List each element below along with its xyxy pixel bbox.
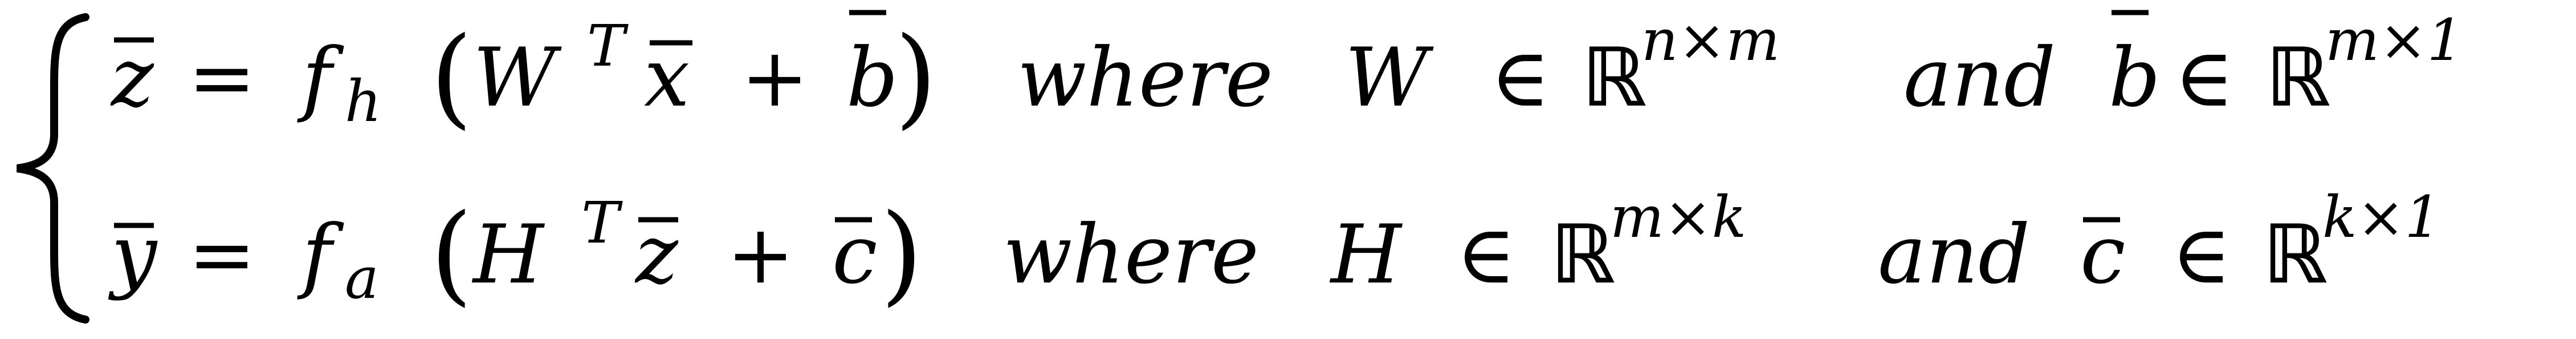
activation-function: f bbox=[302, 31, 332, 125]
equation-row-1 bbox=[110, 7, 2463, 140]
bias-vector: b bbox=[846, 31, 898, 125]
where-label: where bbox=[1003, 208, 1259, 302]
activation-function: f bbox=[302, 208, 332, 302]
real-set-symbol: ℝ bbox=[2265, 31, 2330, 125]
element-of-symbol: ∈ bbox=[1490, 31, 1551, 125]
open-paren: ( bbox=[430, 191, 473, 317]
weight-matrix-ref: W bbox=[1345, 31, 1428, 125]
element-of-symbol: ∈ bbox=[1456, 208, 1517, 302]
open-paren: ( bbox=[430, 14, 473, 140]
input-vector: z bbox=[635, 208, 678, 302]
plus-sign: + bbox=[727, 208, 794, 302]
close-paren: ) bbox=[881, 191, 923, 317]
and-label: and bbox=[1878, 208, 2031, 302]
element-of-symbol: ∈ bbox=[2174, 31, 2235, 125]
transpose-superscript: T bbox=[581, 189, 619, 256]
and-label: and bbox=[1904, 31, 2056, 125]
bias-vector-ref: b bbox=[2109, 31, 2161, 125]
activation-subscript: h bbox=[345, 68, 382, 135]
lhs-variable: z bbox=[111, 31, 154, 125]
matrix-dimensions: m×k bbox=[1610, 184, 1747, 251]
bias-dimensions: k×1 bbox=[2322, 184, 2442, 251]
equals-sign: = bbox=[188, 208, 256, 302]
weight-matrix-ref: H bbox=[1331, 208, 1401, 302]
input-vector: x bbox=[644, 31, 690, 125]
activation-subscript: a bbox=[345, 245, 379, 312]
plus-sign: + bbox=[741, 31, 809, 125]
equation-row-2 bbox=[108, 184, 2441, 317]
transpose-superscript: T bbox=[587, 13, 625, 79]
bias-vector-ref: c bbox=[2080, 208, 2126, 302]
weight-matrix: W bbox=[473, 31, 556, 125]
where-label: where bbox=[1017, 31, 1273, 125]
element-of-symbol: ∈ bbox=[2171, 208, 2232, 302]
real-set-symbol: ℝ bbox=[1582, 31, 1646, 125]
close-paren: ) bbox=[895, 14, 938, 140]
matrix-dimensions: n×m bbox=[1641, 7, 1780, 74]
weight-matrix: H bbox=[473, 208, 544, 302]
bias-dimensions: m×1 bbox=[2325, 7, 2464, 74]
bias-vector: c bbox=[832, 208, 878, 302]
left-curly-brace bbox=[17, 17, 85, 320]
real-set-symbol: ℝ bbox=[2263, 208, 2328, 302]
equals-sign: = bbox=[188, 31, 256, 125]
lhs-variable: y bbox=[111, 208, 157, 302]
real-set-symbol: ℝ bbox=[1550, 208, 1615, 302]
